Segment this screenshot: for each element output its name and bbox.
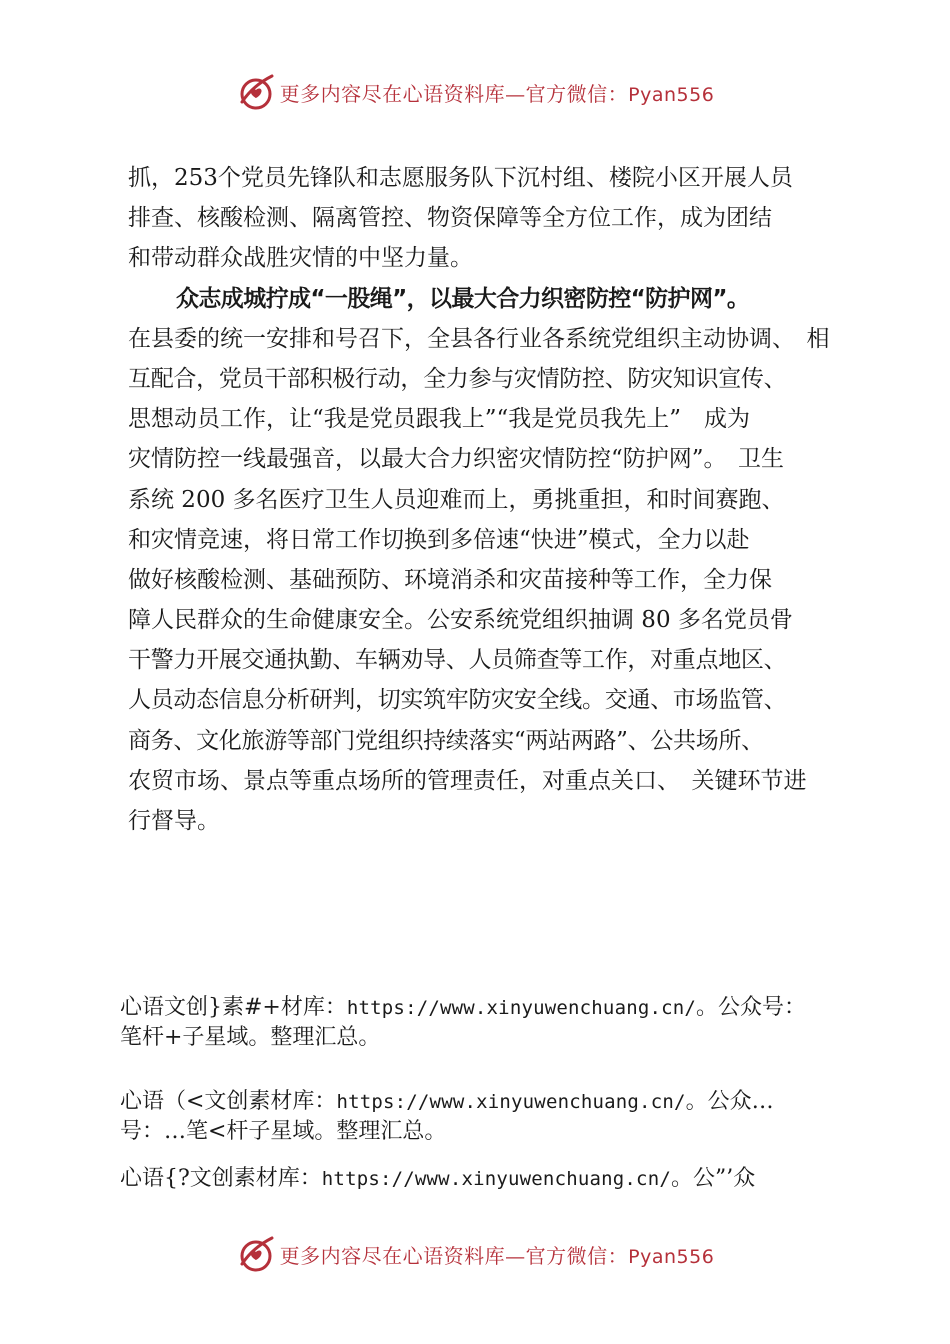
paragraph2-line: 系统 200 多名医疗卫生人员迎难而上，勇挑重担，和时间赛跑、 (128, 486, 785, 513)
article-body (128, 158, 840, 841)
footer-note-line2: 笔杆+子星域。整理汇总。 (120, 1025, 381, 1050)
paragraph2-line: 农贸市场、景点等重点场所的管理责任，对重点关口、 关键环节进 (128, 767, 807, 794)
section-heading: 众志成城拧成“一股绳”，以最大合力织密防控“防护网”。 (176, 285, 750, 312)
paragraph2-line: 在县委的统一安排和号召下，全县各行业各系统党组织主动协调、 相 (128, 325, 830, 352)
brand-logo-icon (236, 72, 276, 112)
paragraph2-line: 障人民群众的生命健康安全。公安系统党组织抽调 80 多名党员骨 (128, 607, 793, 634)
banner-text: 更多内容尽在心语资料库—官方微信：Pyan556 (279, 1243, 715, 1268)
paragraph2-line: 和灾情竞速，将日常工作切换到多倍速“快进”模式，全力以赴 (128, 526, 750, 553)
footer-url: https://www.xinyuwenchuang.cn/ (321, 1168, 671, 1190)
footer-url: https://www.xinyuwenchuang.cn/ (336, 1091, 686, 1113)
footer-note-2 (120, 1087, 880, 1147)
footer-note-prefix: 心语文创}素#+材库： (120, 995, 347, 1020)
paragraph1-line: 排查、核酸检测、隔离管控、物资保障等全方位工作，成为团结 (128, 205, 772, 232)
paragraph2-line: 商务、文化旅游等部门党组织持续落实“两站两路”、公共场所、 (128, 727, 764, 754)
footer-note-prefix: 心语{?文创素材库： (120, 1166, 322, 1191)
footer-note-line2: 号：…笔<杆子星域。整理汇总。 (120, 1119, 447, 1144)
footer-note-prefix: 心语（<文创素材库： (120, 1089, 337, 1114)
footer-watermark-banner (0, 1232, 950, 1276)
banner-wechat-id: Pyan556 (628, 83, 715, 106)
paragraph2-line: 做好核酸检测、基础预防、环境消杀和灾苗接种等工作，全力保 (128, 566, 772, 593)
footer-note-3 (120, 1164, 880, 1194)
brand-logo-icon (236, 1234, 276, 1274)
footer-url: https://www.xinyuwenchuang.cn/ (346, 997, 697, 1019)
paragraph2-line: 互配合，党员干部积极行动，全力参与灾情防控、防灾知识宣传、 (128, 365, 787, 392)
paragraph2-line: 人员动态信息分析研判，切实筑牢防灾安全线。交通、市场监管、 (128, 687, 787, 714)
paragraph1-line: 抓，253个党员先锋队和志愿服务队下沉村组、楼院小区开展人员 (128, 165, 793, 191)
footer-note-suffix: 。公众… (685, 1089, 774, 1114)
footer-note-suffix: 。公众号： (696, 995, 807, 1020)
paragraph2-line: 思想动员工作，让“我是党员跟我上”“我是党员我先上” 成为 (128, 406, 751, 433)
paragraph1-line: 和带动群众战胜灾情的中坚力量。 (128, 245, 473, 272)
paragraph2-line: 行督导。 (128, 808, 220, 834)
paragraph2-line: 灾情防控一线最强音，以最大合力织密灾情防控“防护网”。 卫生 (128, 446, 785, 473)
banner-text: 更多内容尽在心语资料库—官方微信：Pyan556 (279, 81, 715, 106)
footer-note-suffix: 。公”’众 (670, 1166, 756, 1191)
paragraph2-line: 干警力开展交通执勤、车辆劝导、人员筛查等工作，对重点地区、 (128, 647, 787, 674)
header-watermark-banner (0, 70, 950, 114)
banner-wechat-id: Pyan556 (628, 1245, 715, 1268)
footer-note-1 (120, 993, 880, 1053)
